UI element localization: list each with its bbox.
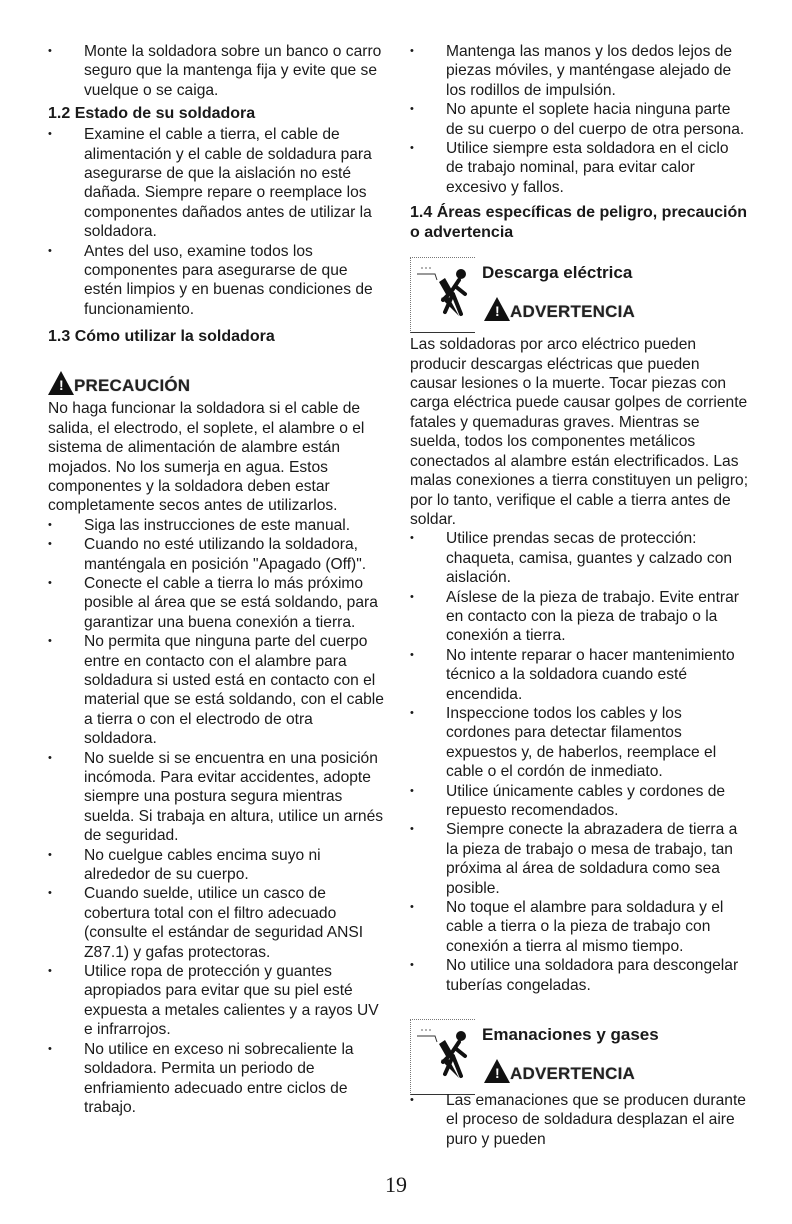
- caution-label: [48, 359, 388, 395]
- left-column: [48, 42, 388, 1117]
- fumes-electric-icon: [410, 1019, 475, 1095]
- list-item: • No utilice en exceso ni sobrecaliente la soldadora. Permita un periodo de enfriamiento adecuado entre ciclos de trabajo.: [48, 1040, 388, 1118]
- list-item: • Cuando no esté utilizando la soldadora, manténgala en posición "Apagado (Off)".: [48, 535, 388, 574]
- list-item: • Conecte el cable a tierra lo más próximo posible al área que se está soldando, para garantizar una buena conexión a tierra.: [48, 574, 388, 632]
- electric-shock-hazard: [410, 257, 750, 337]
- list-item: • No permita que ninguna parte del cuerpo entre en contacto con el alambre para soldadura si usted está en contacto con el material que se está soldando, con el cable a tierra o con el electrodo de otra soldadora.: [48, 632, 388, 748]
- fumes-hazard: [410, 1019, 750, 1091]
- list-item: • Cuando suelde, utilice un casco de cobertura total con el filtro adecuado (consulte el estándar de seguridad ANSI Z87.1) y gafas protectoras.: [48, 884, 388, 962]
- warning-label: [484, 297, 635, 321]
- warning-triangle-icon: !: [484, 1059, 510, 1083]
- section-1-3-heading: 1.3 Cómo utilizar la soldadora: [48, 328, 275, 346]
- warning-label-text: ADVERTENCIA: [510, 301, 635, 321]
- list-item: • No utilice una soldadora para descongelar tuberías congeladas.: [410, 956, 750, 995]
- list-item: • Utilice prendas secas de protección: chaqueta, camisa, guantes y calzado con aislación.: [410, 529, 750, 587]
- list-item: • Utilice ropa de protección y guantes apropiados para evitar que su piel esté expuesta a metales calientes y a rayos UV e infrarrojos.: [48, 962, 388, 1040]
- warning-triangle-icon: !: [48, 371, 74, 395]
- section-1-3-list: [48, 516, 388, 1118]
- fumes-warning-label-text: ADVERTENCIA: [510, 1063, 635, 1083]
- electric-shock-title: Descarga eléctrica: [482, 263, 633, 283]
- section-1-2-list: [48, 125, 388, 319]
- list-item: • Las emanaciones que se producen durante el proceso de soldadura desplazan el aire puro y pueden: [410, 1091, 750, 1149]
- list-item: • No cuelgue cables encima suyo ni alrededor de su cuerpo.: [48, 846, 388, 885]
- section-1-2-heading: 1.2 Estado de su soldadora: [48, 105, 256, 123]
- electric-shock-paragraph: Las soldadoras por arco eléctrico pueden producir descargas eléctricas que pueden causar lesiones o la muerte. Tocar piezas con carga eléctrica puede causar golpes de corriente fatales y quemaduras graves. Mientras se suelda, todos los componentes metálicos conectados al alambre están electrificados. Las malas conexiones a tierra constituyen un peligro; por lo tanto, verifique el cable a tierra antes de soldar.: [410, 336, 749, 528]
- warning-triangle-icon: !: [484, 297, 510, 321]
- page-number: 19: [385, 1172, 407, 1197]
- caution-label-text: PRECAUCIÓN: [74, 375, 191, 395]
- list-item: • No toque el alambre para soldadura y el cable a tierra o la pieza de trabajo con conexión a tierra al mismo tiempo.: [410, 898, 750, 956]
- list-item: • No intente reparar o hacer mantenimiento técnico a la soldadora cuando esté encendida.: [410, 646, 750, 704]
- fumes-title: Emanaciones y gases: [482, 1025, 659, 1045]
- list-item: • Inspeccione todos los cables y los cordones para detectar filamentos expuestos y, de haberlos, reemplace el cable o el cordón de inmediato.: [410, 704, 750, 782]
- list-item: • Monte la soldadora sobre un banco o carro seguro que la mantenga fija y evite que se vuelque o se caiga.: [48, 42, 388, 100]
- caution-paragraph: No haga funcionar la soldadora si el cable de salida, el electrodo, el soplete, el alambre o el sistema de alimentación de alambre están mojados. No los sumerja en agua. Estos componentes y la soldadora deben estar completamente secos antes de utilizarlos.: [48, 400, 365, 515]
- list-item: • Mantenga las manos y los dedos lejos de piezas móviles, y manténgase alejado de los rodillos de impulsión.: [410, 42, 750, 100]
- right-top-list: [410, 42, 750, 197]
- section-1-4-heading: 1.4 Áreas específicas de peligro, precaución o advertencia: [410, 204, 748, 242]
- list-item: • Antes del uso, examine todos los componentes para asegurarse de que estén limpios y en buenas condiciones de funcionamiento.: [48, 242, 388, 320]
- list-item: • Aíslese de la pieza de trabajo. Evite entrar en contacto con la pieza de trabajo o la conexión a tierra.: [410, 588, 750, 646]
- list-item: • Utilice únicamente cables y cordones de repuesto recomendados.: [410, 782, 750, 821]
- list-item: • Siempre conecte la abrazadera de tierra a la pieza de trabajo o mesa de trabajo, tan próxima al área de soldadura como sea posible.: [410, 820, 750, 898]
- right-column: [410, 42, 750, 1149]
- electric-shock-list: [410, 529, 750, 995]
- list-item: • Utilice siempre esta soldadora en el ciclo de trabajo nominal, para evitar calor excesivo y fallos.: [410, 139, 750, 197]
- fumes-warning-label: [484, 1059, 635, 1083]
- fumes-list: [410, 1091, 750, 1149]
- list-item: • No apunte el soplete hacia ninguna parte de su cuerpo o del cuerpo de otra persona.: [410, 100, 750, 139]
- list-item: • Examine el cable a tierra, el cable de alimentación y el cable de soldadura para asegurarse de que la aislación no esté dañada. Siempre repare o reemplace los componentes dañados antes de utilizar la soldadora.: [48, 125, 388, 241]
- intro-list: [48, 42, 388, 100]
- electric-shock-icon: [410, 257, 475, 333]
- list-item: • Siga las instrucciones de este manual.: [48, 516, 388, 535]
- list-item: • No suelde si se encuentra en una posición incómoda. Para evitar accidentes, adopte siempre una postura segura mientras suelda. Si trabaja en altura, utilice un arnés de seguridad.: [48, 749, 388, 846]
